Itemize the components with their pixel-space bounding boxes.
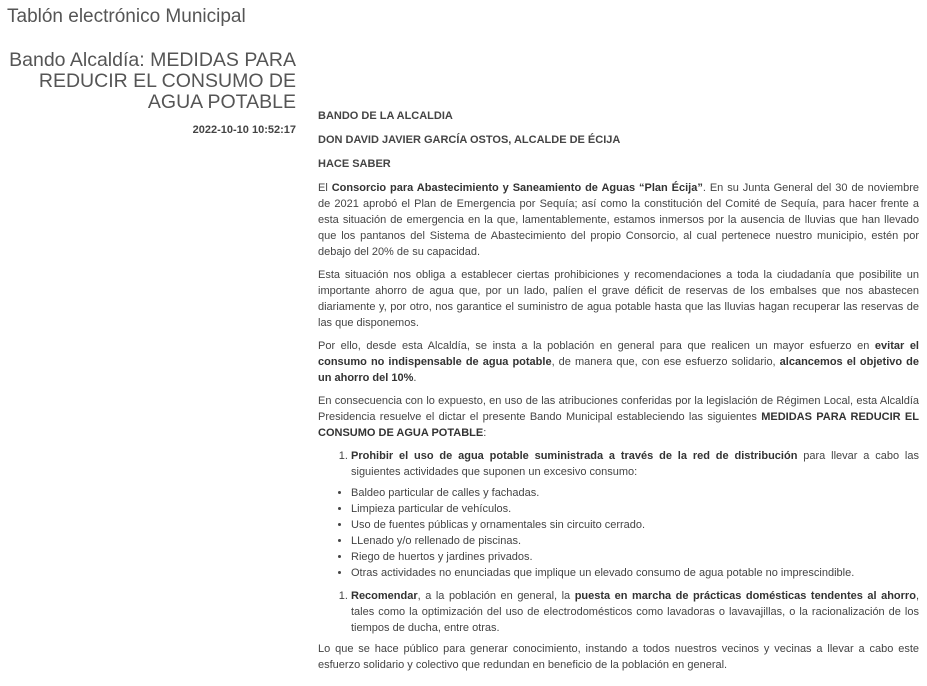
paragraph-closing: Lo que se hace público para generar conocimiento, instando a todos nuestros vecinos y vecinas a llevar a cabo este esfuerzo solidario y colectivo que redundan en beneficio de la población en general.	[318, 643, 919, 671]
paragraph-situacion: Esta situación nos obliga a establecer ciertas prohibiciones y recomendaciones a toda la ciudadanía que posibilite un importante ahorro de agua que, por un lado, palíen el grave déficit de reservas de los embalses que nos abastecen diariamente y, por otro, nos garantice el suministro de agua potable hasta que las lluvias hagan recuperar las reservas de las que disponemos.	[318, 269, 919, 329]
list-item: • Riego de huertos y jardines privados.	[351, 549, 919, 565]
list-item: • LLenado y/o rellenado de piscinas.	[351, 533, 919, 549]
measures-list-1	[318, 448, 919, 480]
measures-list-2	[318, 588, 919, 636]
heading-hace-saber: HACE SABER	[318, 158, 391, 170]
list-item: • Baldeo particular de calles y fachadas.	[351, 485, 919, 501]
list-item: • Otras actividades no enunciadas que implique un elevado consumo de agua potable no imprescindible.	[351, 565, 919, 581]
list-item: • Uso de fuentes públicas y ornamentales sin circuito cerrado.	[351, 517, 919, 533]
publication-date: 2022-10-10 10:52:17	[192, 124, 296, 136]
document-title: Bando Alcaldía: MEDIDAS PARA REDUCIR EL CONSUMO DE AGUA POTABLE	[9, 49, 296, 113]
heading-alcalde: DON DAVID JAVIER GARCÍA OSTOS, ALCALDE DE ÉCIJA	[318, 134, 621, 146]
paragraph-consecuencia: En consecuencia con lo expuesto, en uso de las atribuciones conferidas por la legislación de Régimen Local, esta Alcaldía Presidencia resuelve el dictar el presente Bando Municipal estableciendo las siguientes MEDIDAS PARA REDUCIR EL CONSUMO DE AGUA POTABLE:	[318, 395, 919, 439]
document-body	[318, 108, 919, 680]
measure-recomendar: 1. Recomendar, a la población en general, la puesta en marcha de prácticas domésticas tendentes al ahorro, tales como la optimización del uso de electrodomésticos como lavadoras o lavavajillas, o la racionalización de los tiempos de ducha, entre otras.	[351, 588, 919, 636]
paragraph-insta: Por ello, desde esta Alcaldía, se insta a la población en general para que realicen un mayor esfuerzo en evitar el consumo no indispensable de agua potable, de manera que, con ese esfuerzo solidario, alcancemos el objetivo de un ahorro del 10%.	[318, 340, 919, 384]
list-item: • Limpieza particular de vehículos.	[351, 501, 919, 517]
site-title[interactable]: Tablón electrónico Municipal	[7, 6, 246, 27]
prohibited-activities-list	[318, 485, 919, 581]
heading-bando: BANDO DE LA ALCALDIA	[318, 110, 453, 122]
paragraph-consorcio: El Consorcio para Abastecimiento y Saneamiento de Aguas “Plan Écija”. En su Junta General del 30 de noviembre de 2021 aprobó el Plan de Emergencia por Sequía; así como la constitución del Comité de Sequía, para hacer frente a esta situación de emergencia en la que, lamentablemente, estamos inmersos por la ausencia de lluvias que han llevado que los pantanos del Sistema de Abastecimiento del propio Consorcio, al cual pertenece nuestro municipio, estén por debajo del 20% de su capacidad.	[318, 182, 919, 258]
measure-prohibir: 1. Prohibir el uso de agua potable suministrada a través de la red de distribución para llevar a cabo las siguientes actividades que suponen un excesivo consumo:	[351, 448, 919, 480]
document-header	[6, 50, 296, 136]
